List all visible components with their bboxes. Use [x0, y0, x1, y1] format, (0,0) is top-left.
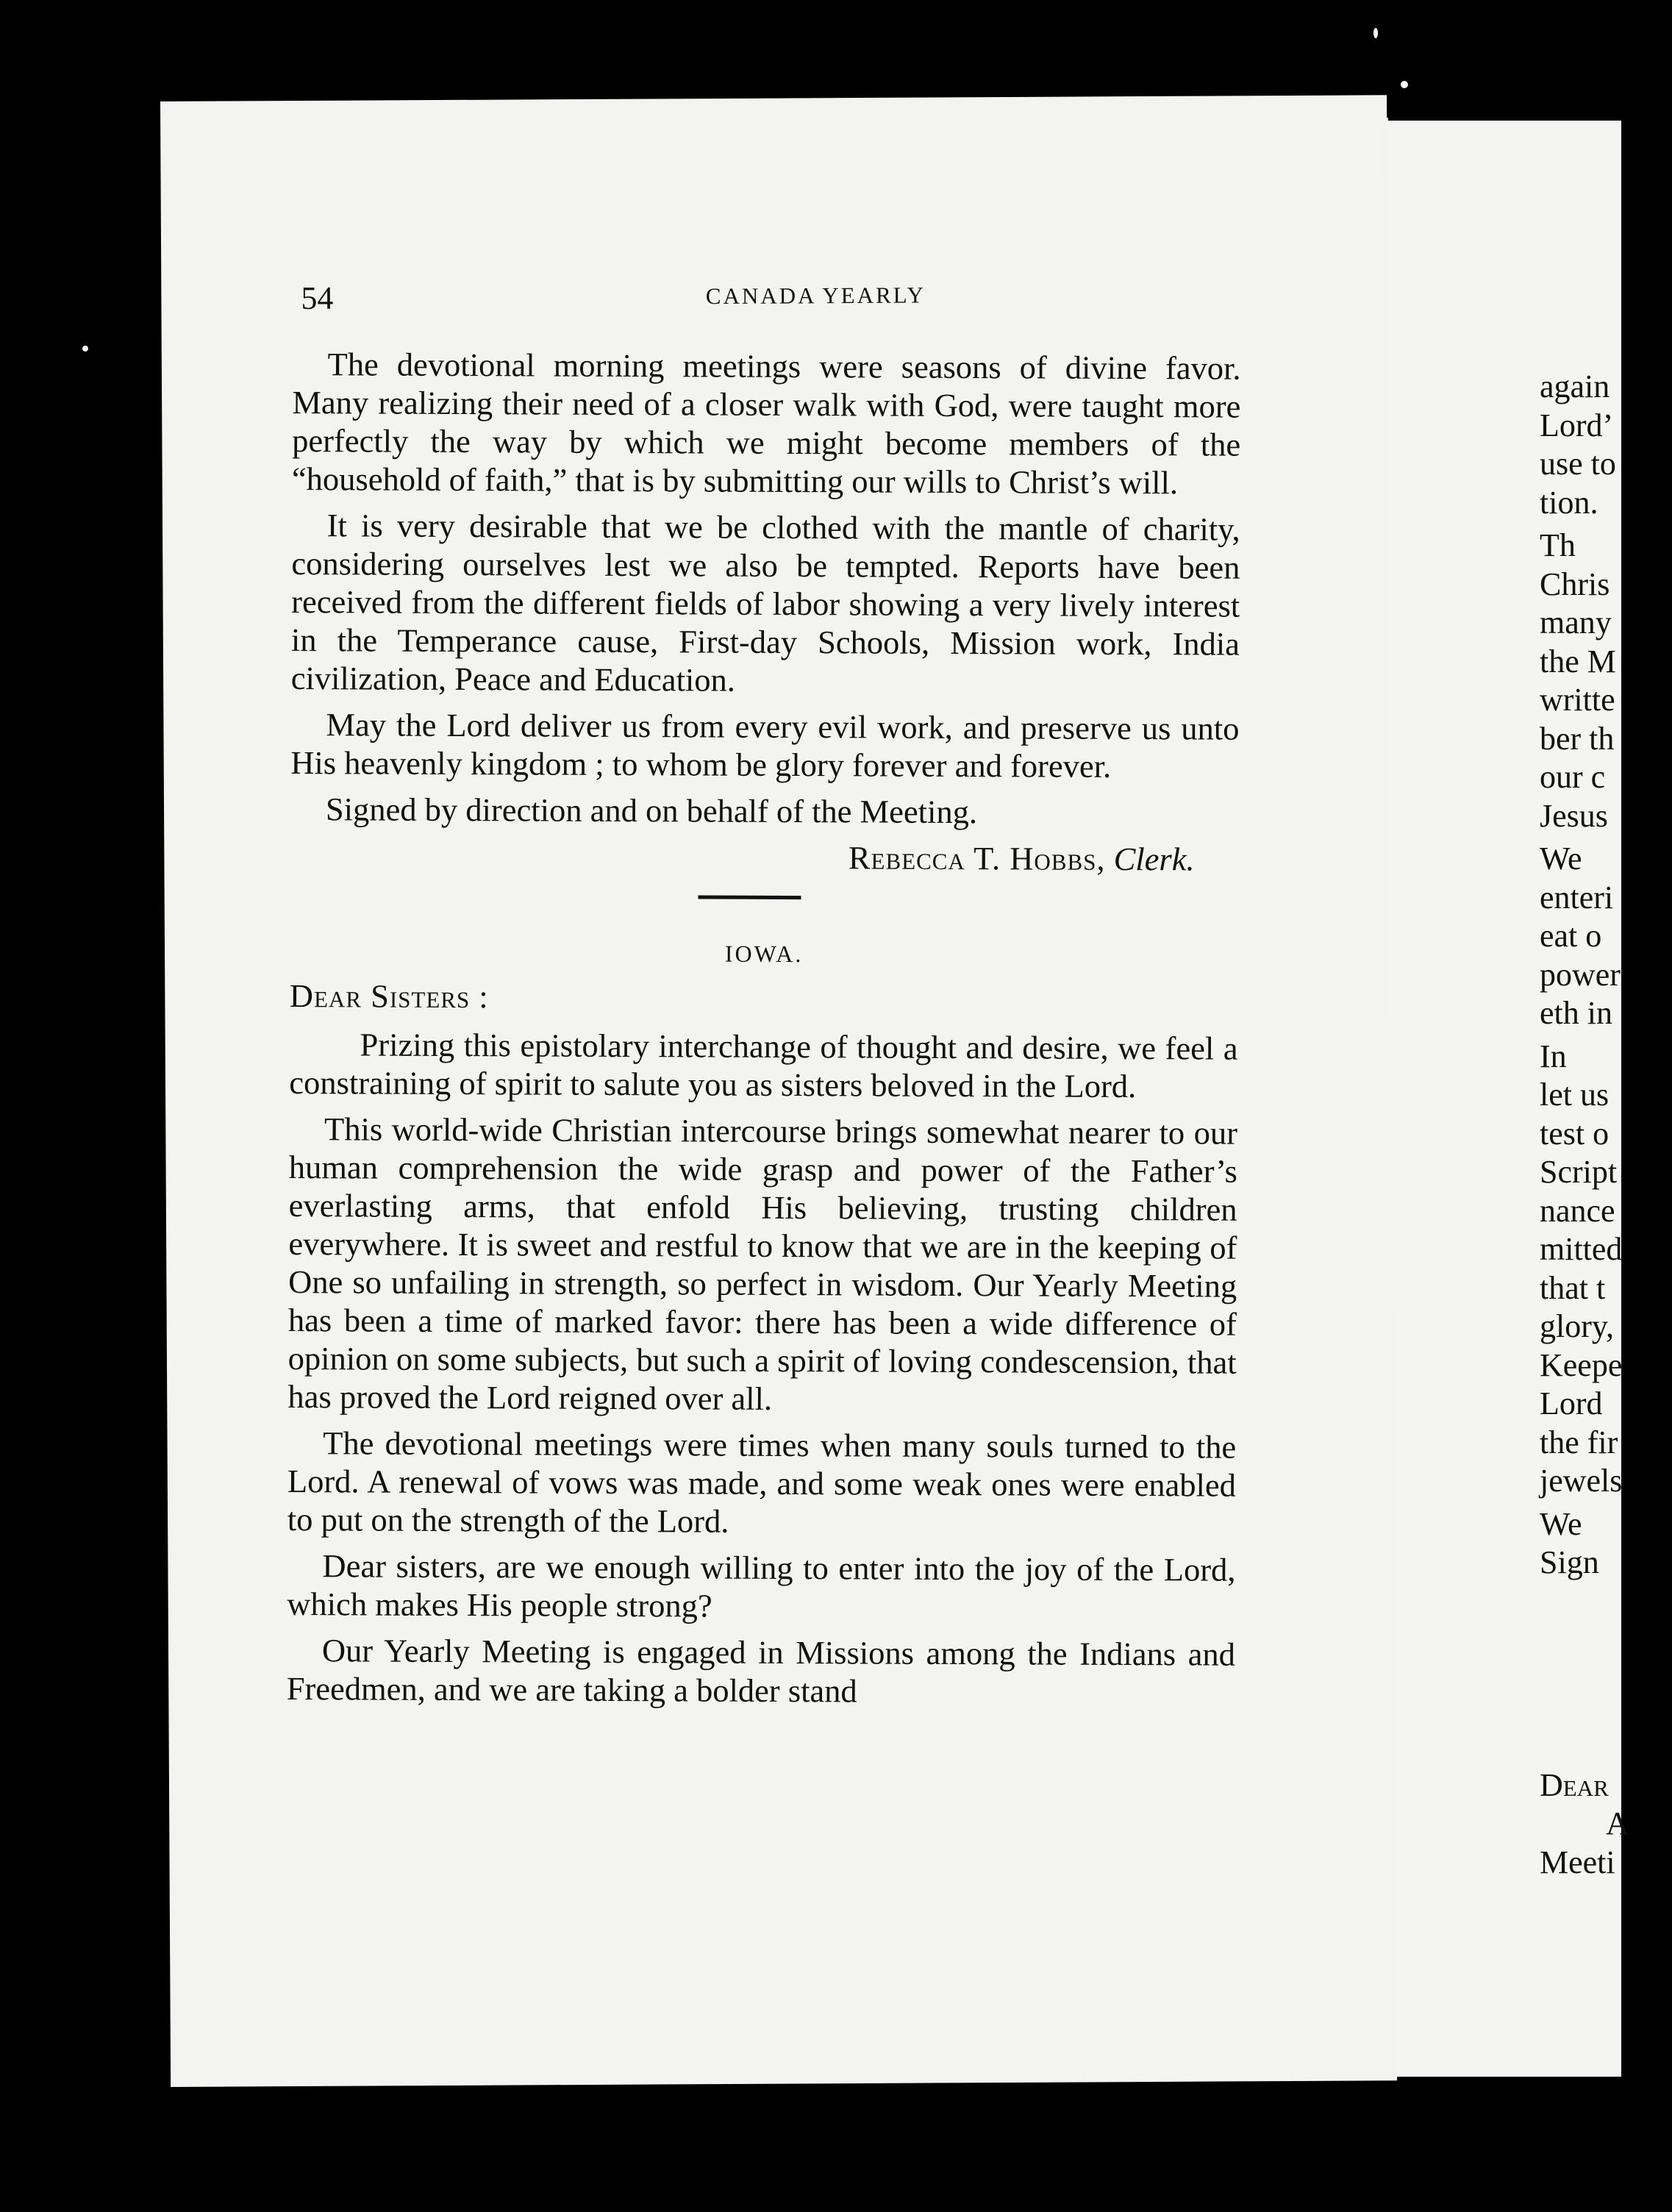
right-line: that t: [1540, 1269, 1606, 1306]
paragraph: Our Yearly Meeting is engaged in Missions among the Indians and Freedmen, and we are taking a bolder stand: [286, 1632, 1236, 1710]
right-line: Lord: [1540, 1385, 1603, 1421]
section-divider: [698, 895, 801, 899]
right-line: eat o: [1540, 918, 1602, 954]
right-line: the M: [1540, 643, 1616, 679]
right-line: many: [1540, 604, 1612, 641]
dust-speck: [1373, 28, 1378, 38]
right-line: Th: [1540, 527, 1576, 563]
right-line: Lord’: [1540, 407, 1614, 443]
right-line: the fir: [1540, 1424, 1618, 1460]
right-line: Meeti: [1540, 1844, 1615, 1880]
dust-speck: [82, 346, 88, 352]
right-page-text: [1540, 368, 1672, 1882]
signature-line: [290, 836, 1195, 878]
paragraph: The devotional meetings were times when many souls turned to the Lord. A renewal of vows was made, and some weak ones were enabled to put on the strength of the Lord.: [287, 1424, 1237, 1540]
right-line: A: [1606, 1805, 1629, 1841]
right-line: Sign: [1540, 1544, 1599, 1580]
right-line: ber th: [1540, 720, 1615, 757]
right-line: use to: [1540, 446, 1616, 482]
right-line: In: [1540, 1038, 1567, 1074]
right-salutation: Dear: [1540, 1766, 1609, 1803]
right-line: Jesus: [1540, 797, 1608, 834]
right-page-fragment: [1379, 121, 1629, 2077]
section-heading: IOWA.: [724, 940, 804, 968]
right-line: mitted: [1540, 1231, 1623, 1267]
right-line: enteri: [1540, 879, 1614, 916]
right-line: Keepe: [1540, 1346, 1623, 1383]
running-title: CANADA YEARLY: [705, 282, 926, 310]
paragraph: The devotional morning meetings were seasons of divine favor. Many realizing their need of a closer walk with God, were taught more perfectly the way by which we might become members of the “household of faith,” that is by submitting our wills to Christ’s will.: [291, 346, 1241, 502]
running-head: [301, 274, 1330, 317]
dust-speck: [1401, 81, 1408, 88]
right-line: Script: [1540, 1154, 1618, 1190]
paragraph: Prizing this epistolary interchange of thought and desire, we feel a constraining of spirit to salute you as sisters beloved in the Lord.: [289, 1026, 1238, 1105]
right-line: We: [1540, 1505, 1582, 1542]
signer-role: Clerk.: [1113, 840, 1195, 878]
right-line: test o: [1540, 1115, 1610, 1152]
right-line: writte: [1540, 682, 1615, 718]
right-line: let us: [1540, 1077, 1610, 1113]
body-text: [287, 345, 1241, 1720]
salutation: Dear Sisters :: [289, 977, 489, 1016]
right-line: Chris: [1540, 566, 1610, 602]
left-page: [160, 95, 1397, 2087]
paragraph: Signed by direction and on behalf of the Meeting.: [325, 791, 978, 831]
right-line: tion.: [1540, 484, 1598, 521]
page-number: 54: [301, 279, 334, 317]
right-line: nance: [1540, 1192, 1615, 1229]
right-gap: [1540, 1583, 1672, 1766]
right-line: jewels: [1540, 1463, 1623, 1499]
paragraph: This world-wide Christian intercourse brings somewhat nearer to our human comprehension the wide grasp and power of the Father’s everlasting arms, that enfold His believing, trusting children everywhere. It is sweet and restful to know that we are in the keeping of One so unfailing in strength, so perfect in wisdom. Our Yearly Meeting has been a time of marked favor: there has been a wide difference of opinion on some subjects, but such a spirit of loving condescension, that has proved the Lord reigned over all.: [287, 1110, 1238, 1417]
right-line: eth in: [1540, 995, 1612, 1031]
right-line: power: [1540, 956, 1621, 993]
right-line: our c: [1540, 759, 1606, 795]
right-line: again: [1540, 368, 1610, 404]
right-line: glory,: [1540, 1308, 1615, 1344]
right-line: We: [1540, 841, 1582, 877]
signer-name: Rebecca T. Hobbs,: [848, 839, 1106, 877]
paragraph: It is very desirable that we be clothed with the mantle of charity, considering ourselves lest we also be tempted. Reports have been received from the different fields of labor showing a very lively interest in the Temperance cause, First-day Schools, Mission work, India civilization, Peace and Education.: [290, 507, 1240, 699]
paragraph: Dear sisters, are we enough willing to enter into the joy of the Lord, which makes His people strong?: [287, 1547, 1236, 1624]
paragraph: May the Lord deliver us from every evil work, and preserve us unto His heavenly kingdom ; to whom be glory forever and forever.: [290, 706, 1240, 785]
